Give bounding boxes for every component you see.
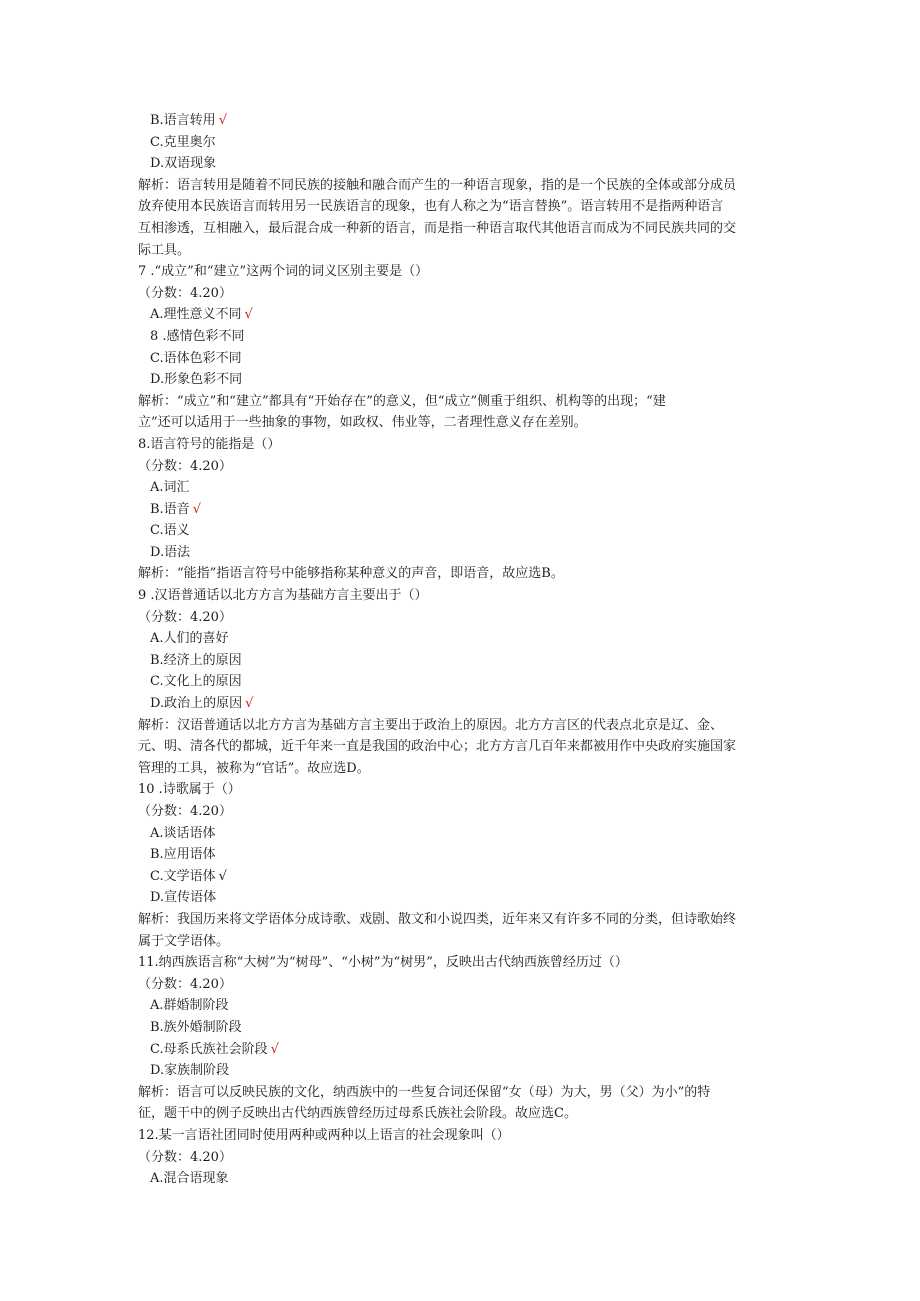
option-q10-a: A.谈话语体 bbox=[150, 825, 216, 841]
check-mark-icon: √ bbox=[218, 113, 227, 128]
question-q7: 7 .“成立”和“建立”这两个词的词义区别主要是（） bbox=[138, 264, 429, 280]
option-q6-b: B.语言转用 √ bbox=[150, 113, 227, 128]
question-q12: 12.某一言语社团同时使用两种或两种以上语言的社会现象叫（） bbox=[138, 1127, 510, 1143]
analysis-q6-line: 解析：语言转用是随着不同民族的接触和融合而产生的一种语言现象，指的是一个民族的全体或部分成员 bbox=[138, 177, 737, 193]
analysis-q8-line: 解析：“能指”指语言符号中能够指称某种意义的声音，即语音，故应选B。 bbox=[138, 566, 564, 582]
option-q10-d: D.宣传语体 bbox=[150, 890, 217, 906]
option-q7-c: C.语体色彩不同 bbox=[150, 350, 242, 366]
score-q10: （分数：4.20） bbox=[138, 804, 232, 819]
option-q9-c: C.文化上的原因 bbox=[150, 674, 242, 690]
check-mark-icon: √ bbox=[192, 501, 201, 517]
question-q8: 8.语言符号的能指是（） bbox=[138, 436, 281, 452]
option-q9-a: A.人们的喜好 bbox=[150, 631, 229, 647]
option-q7-b: 8 .感情色彩不同 bbox=[150, 328, 245, 344]
check-mark-icon: √ bbox=[218, 868, 227, 884]
option-q6-d: D.双语现象 bbox=[150, 156, 217, 172]
check-mark-icon: √ bbox=[245, 696, 254, 712]
option-q11-d: D.家族制阶段 bbox=[150, 1063, 230, 1079]
option-q11-c: C.母系氏族社会阶段 √ bbox=[150, 1041, 279, 1057]
analysis-q7-line: 解析：“成立”和“建立”都具有“开始存在”的意义，但“成立”侧重于组织、机构等的出现；“建 bbox=[138, 393, 666, 409]
analysis-q6-line: 互相渗透，互相融入，最后混合成一种新的语言，而是指一种语言取代其他语言而成为不同民族共同的交 bbox=[138, 220, 737, 236]
option-q10-b: B.应用语体 bbox=[150, 847, 216, 863]
option-q8-c: C.语义 bbox=[150, 523, 190, 539]
analysis-q6-line: 放弃使用本民族语言而转用另一民族语言的现象，也有人称之为“语言替换”。语言转用不是指两种语言 bbox=[138, 199, 724, 215]
option-q9-b: B.经济上的原因 bbox=[150, 652, 242, 668]
question-q9: 9 .汉语普通话以北方方言为基础方言主要出于（） bbox=[138, 588, 428, 604]
question-q10: 10 .诗歌属于（） bbox=[138, 782, 241, 798]
analysis-q10-line: 解析：我国历来将文学语体分成诗歌、戏剧、散文和小说四类，近年来又有许多不同的分类，但诗歌始终 bbox=[138, 911, 737, 927]
analysis-q9-line: 管理的工具，被称为“官话”。故应选D。 bbox=[138, 760, 370, 776]
option-q9-d: D.政治上的原因 √ bbox=[150, 696, 254, 712]
analysis-q11-line: 征，题干中的例子反映出古代纳西族曾经历过母系氏族社会阶段。故应选C。 bbox=[138, 1106, 577, 1122]
question-q11: 11.纳西族语言称“大树”为“树母”、“小树”为“树男”，反映出古代纳西族曾经历过（） bbox=[138, 955, 628, 971]
check-mark-icon: √ bbox=[244, 307, 253, 323]
option-q10-c: C.文学语体 √ bbox=[150, 868, 227, 884]
option-q11-b: B.族外婚制阶段 bbox=[150, 1019, 242, 1035]
analysis-q9-line: 元、明、清各代的都城，近千年来一直是我国的政治中心；北方方言几百年来都被用作中央政府实施国家 bbox=[138, 739, 737, 755]
option-q8-b: B.语音 √ bbox=[150, 501, 201, 517]
analysis-q9-line: 解析：汉语普通话以北方方言为基础方言主要出于政治上的原因。北方方言区的代表点北京是辽、金、 bbox=[138, 717, 724, 733]
score-q7: （分数：4.20） bbox=[138, 285, 232, 301]
score-q11: （分数：4.20） bbox=[138, 976, 232, 992]
check-mark-icon: √ bbox=[270, 1041, 279, 1057]
option-q7-a: A.理性意义不同 √ bbox=[150, 307, 253, 323]
score-q9: （分数：4.20） bbox=[138, 609, 232, 625]
analysis-q10-line: 属于文学语体。 bbox=[138, 933, 230, 949]
option-q6-c: C.克里奥尔 bbox=[150, 134, 216, 150]
option-q8-a: A.词汇 bbox=[150, 480, 190, 496]
score-q8: （分数：4.20） bbox=[138, 458, 232, 474]
score-q12: （分数：4.20） bbox=[138, 1149, 232, 1165]
analysis-q6-line: 际工具。 bbox=[138, 242, 191, 258]
document-page bbox=[138, 110, 788, 1190]
option-q11-a: A.群婚制阶段 bbox=[150, 998, 229, 1014]
option-q12-a: A.混合语现象 bbox=[150, 1171, 229, 1187]
analysis-q11-line: 解析：语言可以反映民族的文化，纳西族中的一些复合词还保留“女（母）为大，男（父）为小”的特 bbox=[138, 1084, 711, 1100]
option-q7-d: D.形象色彩不同 bbox=[150, 372, 243, 388]
analysis-q7-line: 立”还可以适用于一些抽象的事物，如政权、伟业等，二者理性意义存在差别。 bbox=[138, 415, 587, 431]
option-q8-d: D.语法 bbox=[150, 544, 191, 560]
